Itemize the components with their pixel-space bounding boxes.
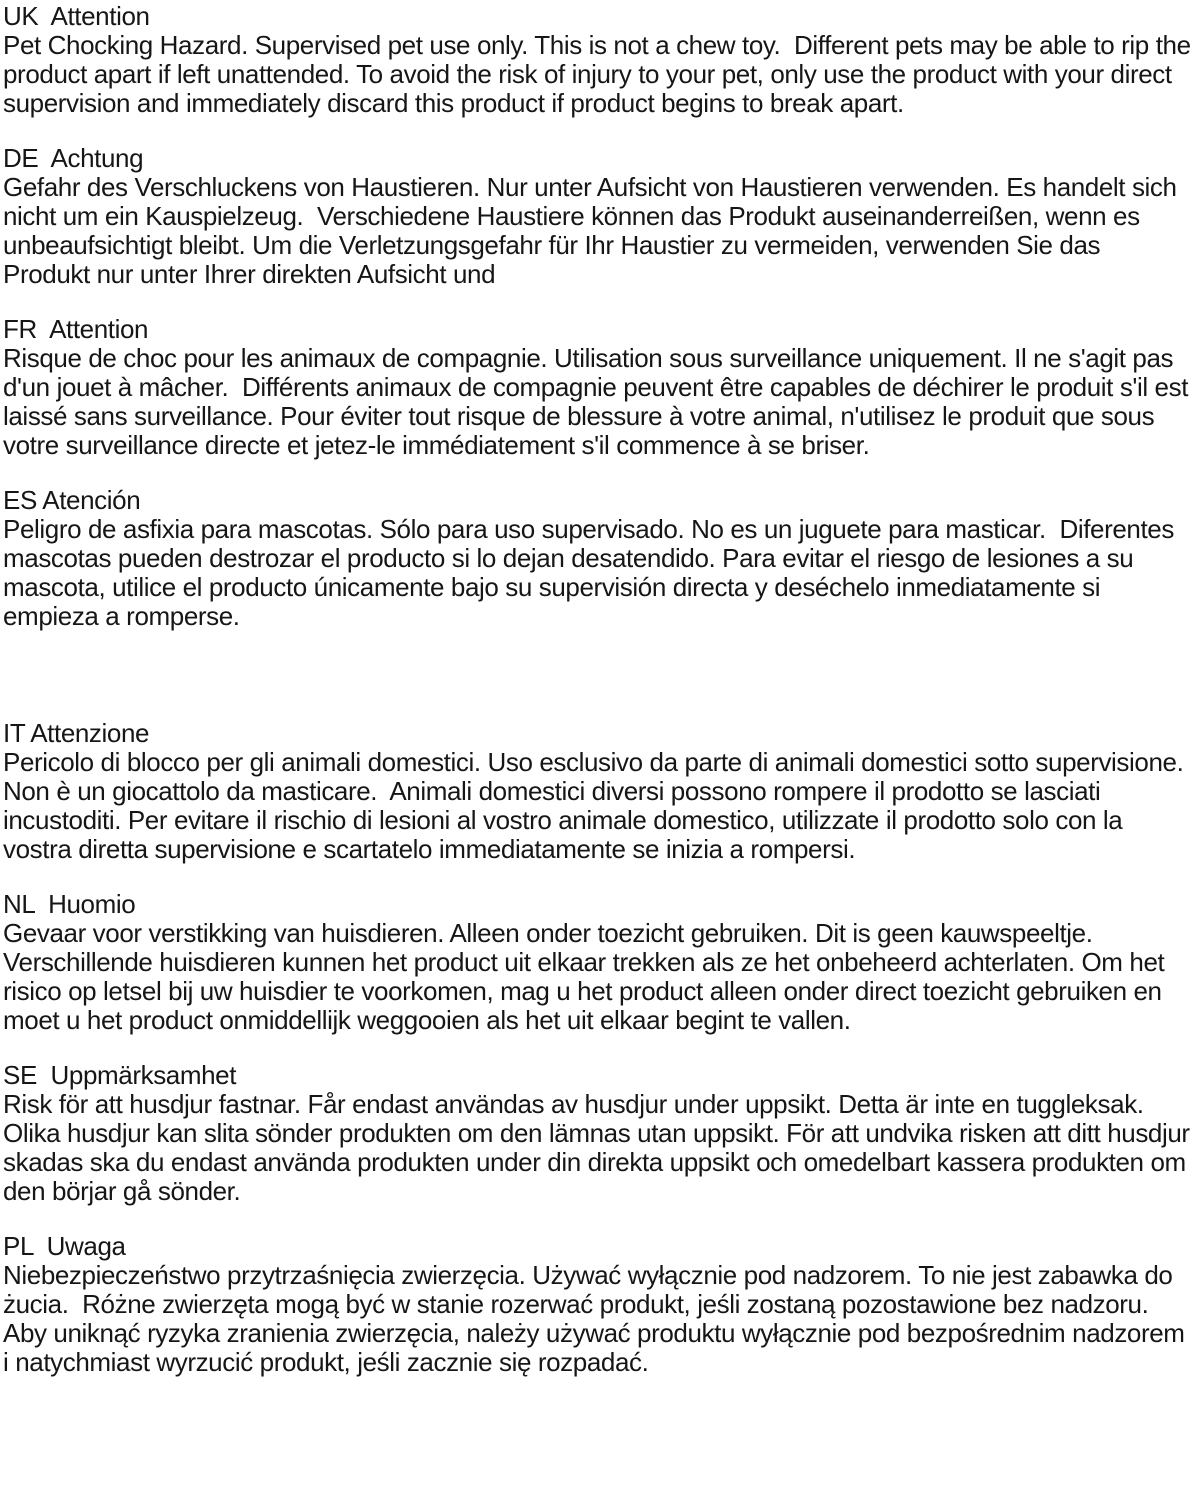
section-heading-es: ES Atención [3,485,141,515]
warning-section-it [3,719,1193,864]
section-heading-fr: FR Attention [3,314,149,344]
section-body-fr: Risque de choc pour les animaux de compagnie. Utilisation sous surveillance uniquement. Il ne s'agit pas d'un jouet à mâcher. Différents animaux de compagnie peuvent être capables de déchirer le produit s'il est laissé sans surveillance. Pour éviter tout risque de blessure à votre animal, n'utilisez le produit que sous votre surveillance directe et jetez-le immédiatement s'il commence à se briser. [3,343,1195,460]
section-body-it: Pericolo di blocco per gli animali domestici. Uso esclusivo da parte di animali domestici sotto supervisione. Non è un giocattolo da masticare. Animali domestici diversi possono rompere il prodotto se lasciati incustoditi. Per evitare il rischio di lesioni al vostro animale domestico, utilizzate il prodotto solo con la vostra diretta supervisione e scartatelo immediatamente se inizia a rompersi. [3,747,1191,864]
warning-section-de [3,144,1193,289]
warning-section-uk [3,1,1197,118]
warning-section-fr [3,315,1193,460]
section-body-nl: Gevaar voor verstikking van huisdieren. Alleen onder toezicht gebruiken. Dit is geen kauwspeeltje. Verschillende huisdieren kunnen het product uit elkaar trekken als ze het onbeheerd achterlaten. Om het risico op letsel bij uw huisdier te voorkomen, mag u het product alleen onder direct toezicht gebruiken en moet u het product onmiddellijk weggooien als het uit elkaar begint te vallen. [3,918,1172,1035]
section-heading-uk: UK Attention [3,1,150,31]
section-body-uk: Pet Chocking Hazard. Supervised pet use only. This is not a chew toy. Different pets may be able to rip the product apart if left unattended. To avoid the risk of injury to your pet, only use the product with your direct supervision and immediately discard this product if product begins to break apart. [3,30,1197,118]
warning-section-nl [3,890,1193,1035]
warning-section-pl [3,1232,1193,1377]
section-body-es: Peligro de asfixia para mascotas. Sólo para uso supervisado. No es un juguete para masticar. Diferentes mascotas pueden destrozar el producto si lo dejan desatendido. Para evitar el riesgo de lesiones a su mascota, utilice el producto únicamente bajo su supervisión directa y deséchelo inmediatamente si empieza a romperse. [3,514,1181,631]
section-heading-pl: PL Uwaga [3,1231,126,1261]
section-body-pl: Niebezpieczeństwo przytrzaśnięcia zwierzęcia. Używać wyłącznie pod nadzorem. To nie jest zabawka do żucia. Różne zwierzęta mogą być w stanie rozerwać produkt, jeśli zostaną pozostawione bez nadzoru. Aby uniknąć ryzyka zranienia zwierzęcia, należy używać produktu wyłącznie pod bezpośrednim nadzorem i natychmiast wyrzucić produkt, jeśli zacznie się rozpadać. [3,1260,1192,1377]
section-heading-nl: NL Huomio [3,889,136,919]
section-heading-it: IT Attenzione [3,718,150,748]
section-heading-de: DE Achtung [3,143,144,173]
section-body-se: Risk för att husdjur fastnar. Får endast användas av husdjur under uppsikt. Detta är inte en tuggleksak. Olika husdjur kan slita sönder produkten om den lämnas utan uppsikt. För att undvika risken att ditt husdjur skadas ska du endast använda produkten under din direkta uppsikt och omedelbart kassera produkten om den börjar gå sönder. [3,1089,1197,1206]
warning-section-se [3,1060,1197,1206]
section-body-de: Gefahr des Verschluckens von Haustieren. Nur unter Aufsicht von Haustieren verwenden. Es handelt sich nicht um ein Kauspielzeug. Verschiedene Haustiere können das Produkt auseinanderreißen, wenn es unbeaufsichtigt bleibt. Um die Verletzungsgefahr für Ihr Haustier zu vermeiden, verwenden Sie das Produkt nur unter Ihrer direkten Aufsicht und [3,172,1184,289]
section-heading-se: SE Uppmärksamhet [3,1060,237,1090]
warning-section-es [3,486,1193,631]
